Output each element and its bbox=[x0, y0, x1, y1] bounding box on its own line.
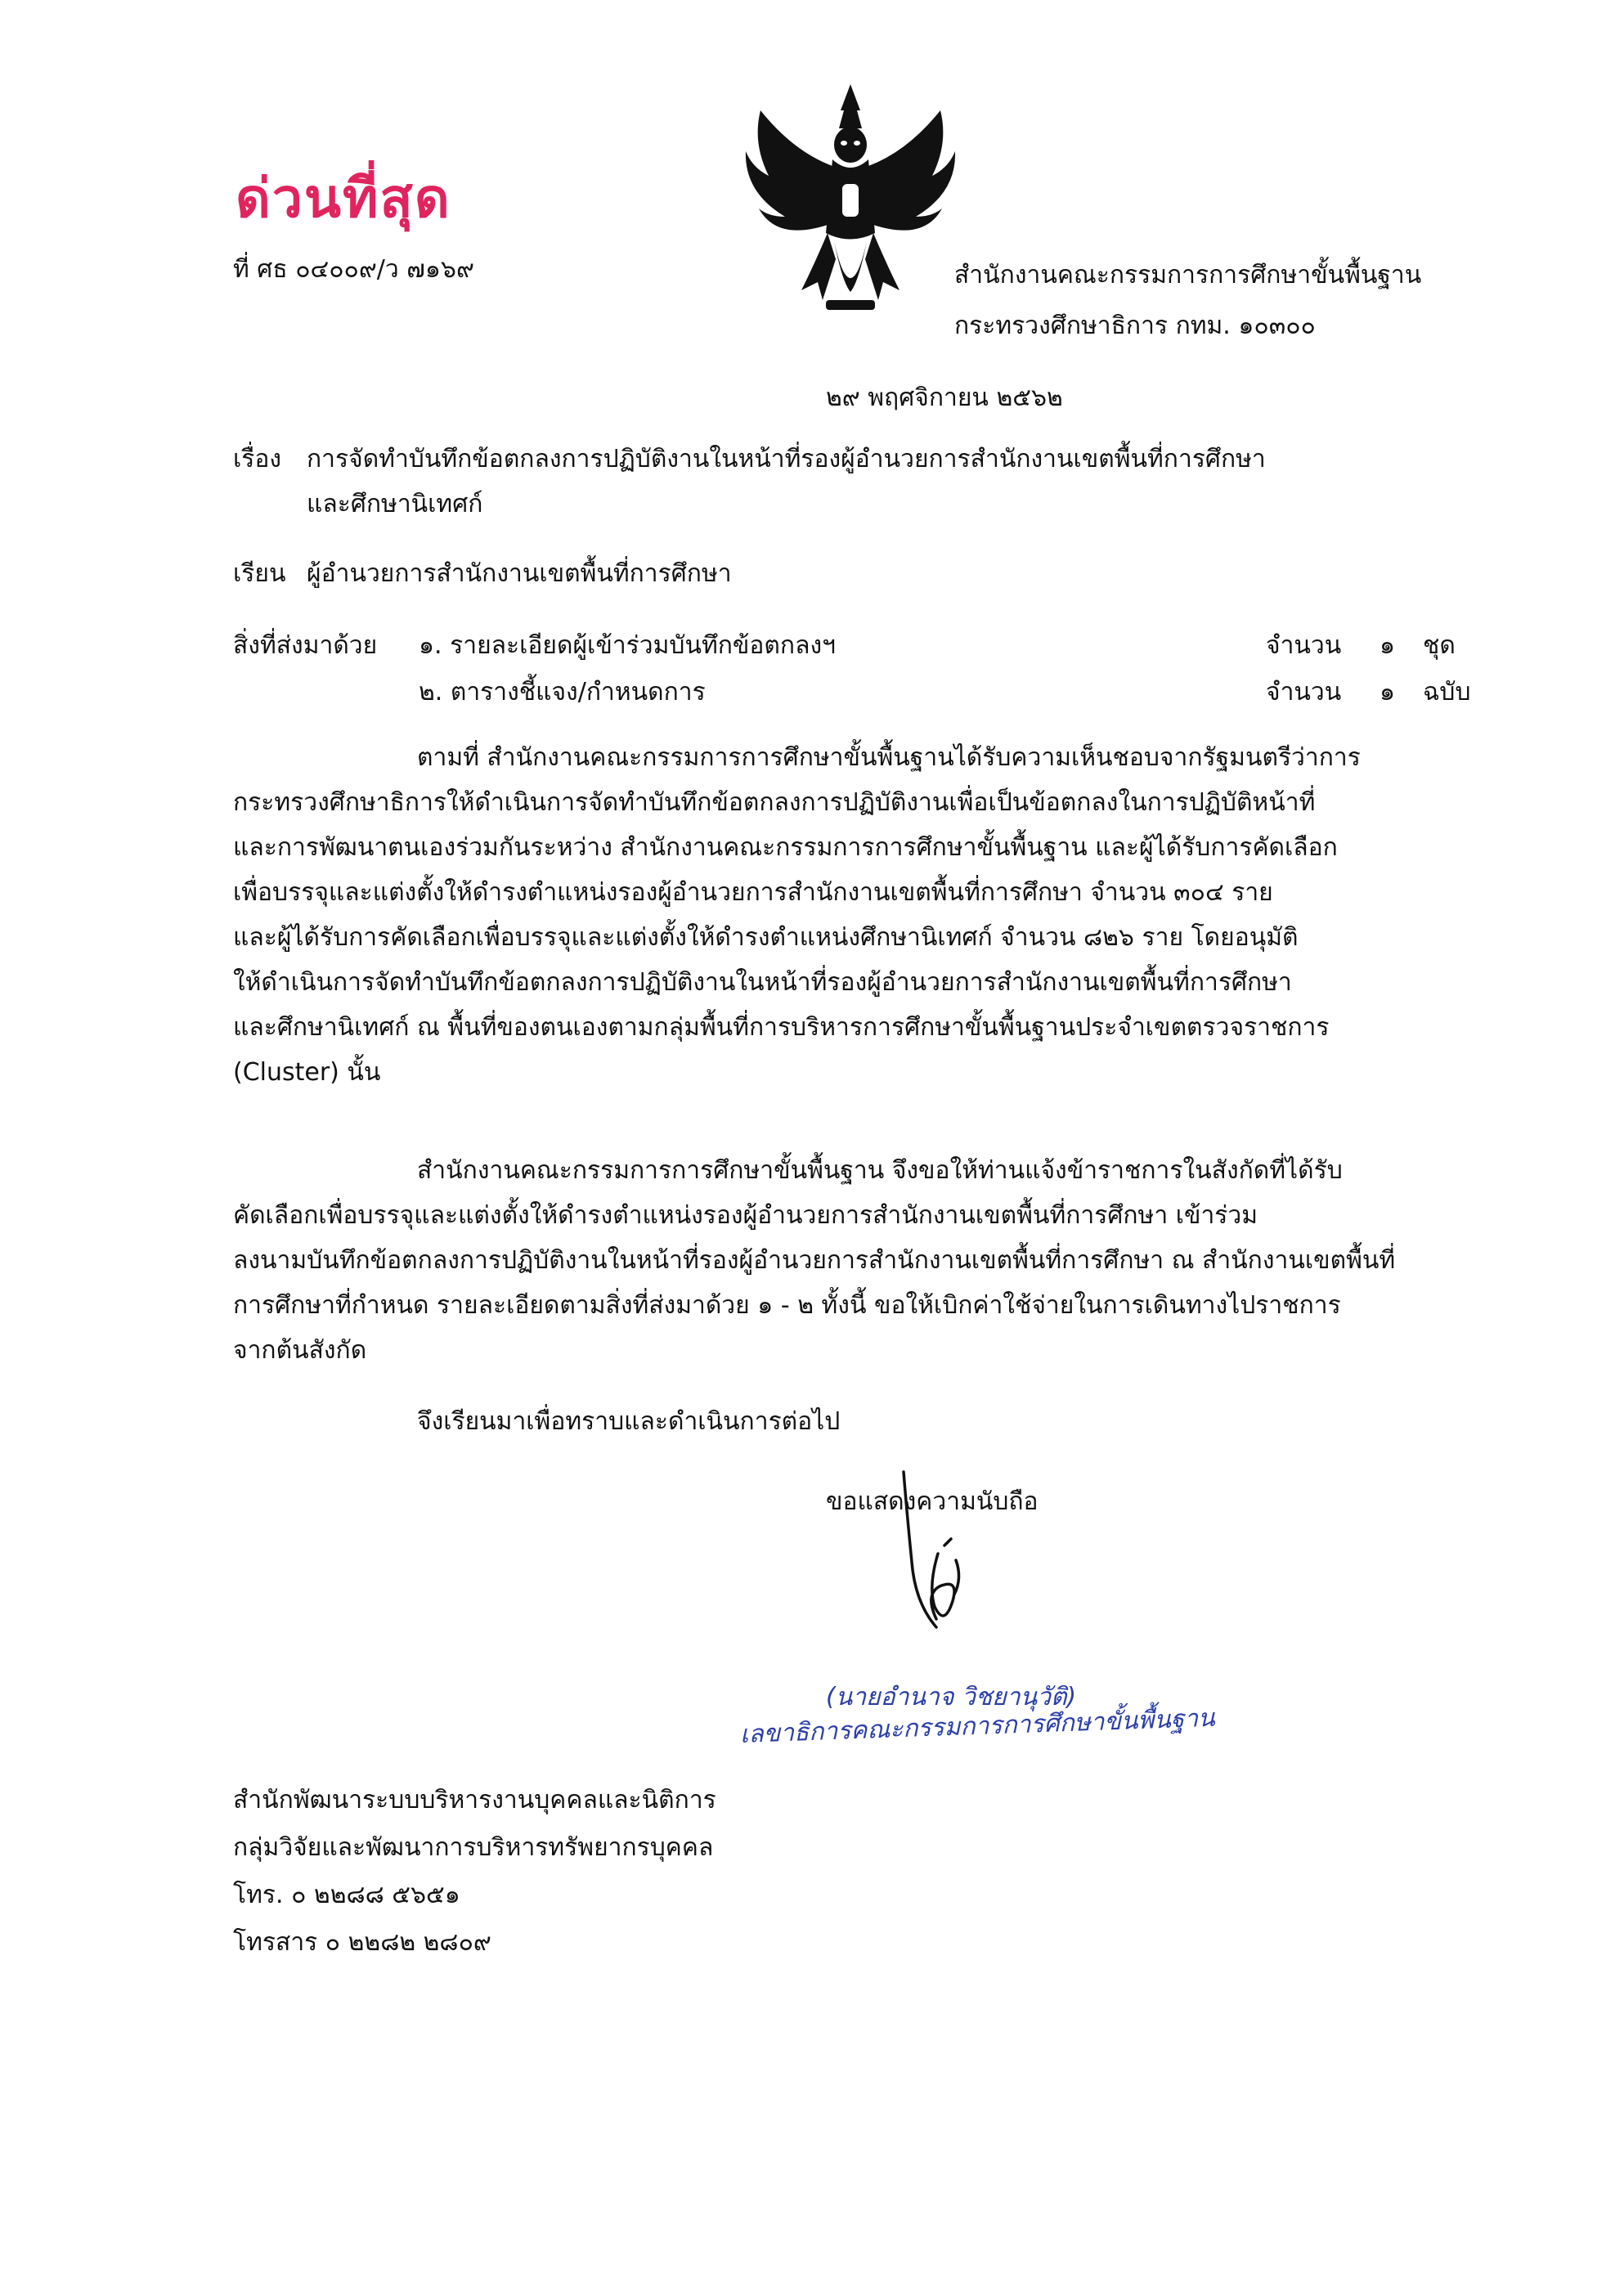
enclosure-item-qty: ๑ bbox=[1380, 678, 1396, 706]
body-paragraph-1-line: ให้ดำเนินการจัดทำบันทึกข้อตกลงการปฏิบัติงานในหน้าที่รองผู้อำนวยการสำนักงานเขตพื้นที่การศึกษา bbox=[233, 968, 1292, 997]
subject-line-1: การจัดทำบันทึกข้อตกลงการปฏิบัติงานในหน้าที่รองผู้อำนวยการสำนักงานเขตพื้นที่การศึกษา bbox=[307, 445, 1266, 473]
signature-salutation: ขอแสดงความนับถือ bbox=[826, 1487, 1039, 1516]
enclosure-item-qty-label: จำนวน bbox=[1266, 678, 1342, 706]
document-date: ๒๙ พฤศจิกายน ๒๕๖๒ bbox=[826, 383, 1063, 412]
enclosure-item-text: ๑. รายละเอียดผู้เข้าร่วมบันทึกข้อตกลงฯ bbox=[419, 631, 836, 660]
body-paragraph-1-line: และการพัฒนาตนเองร่วมกันระหว่าง สำนักงานคณะกรรมการการศึกษาขั้นพื้นฐาน และผู้ได้รับการคัดเลือก bbox=[233, 833, 1338, 862]
footer-phone: โทร. ๐ ๒๒๘๘ ๕๖๕๑ bbox=[233, 1881, 460, 1909]
body-paragraph-2-line: การศึกษาที่กำหนด รายละเอียดตามสิ่งที่ส่งมาด้วย ๑ - ๒ ทั้งนี้ ขอให้เบิกค่าใช้จ่ายในการเดินทางไปราชการ bbox=[233, 1291, 1341, 1320]
footer-group: กลุ่มวิจัยและพัฒนาการบริหารทรัพยากรบุคคล bbox=[233, 1833, 714, 1862]
enclosure-item-unit: ฉบับ bbox=[1423, 678, 1471, 706]
garuda-emblem-icon bbox=[736, 78, 965, 323]
urgency-stamp: ด่วนที่สุด bbox=[236, 167, 451, 230]
body-paragraph-1-line: และผู้ได้รับการคัดเลือกเพื่อบรรจุและแต่งตั้งให้ดำรงตำแหน่งศึกษานิเทศก์ จำนวน ๘๒๖ ราย โดยอนุมัติ bbox=[233, 923, 1299, 952]
body-paragraph-1-line: กระทรวงศึกษาธิการให้ดำเนินการจัดทำบันทึกข้อตกลงการปฏิบัติงานเพื่อเป็นข้อตกลงในการปฏิบัติหน้าที่ bbox=[233, 788, 1316, 817]
body-paragraph-1-line: (Cluster) นั้น bbox=[233, 1058, 381, 1087]
enclosure-item-qty: ๑ bbox=[1380, 631, 1396, 660]
closing-line: จึงเรียนมาเพื่อทราบและดำเนินการต่อไป bbox=[417, 1407, 841, 1436]
handwritten-signature-icon bbox=[887, 1464, 985, 1652]
body-paragraph-2-line: คัดเลือกเพื่อบรรจุและแต่งตั้งให้ดำรงตำแหน่งรองผู้อำนวยการสำนักงานเขตพื้นที่การศึกษา เข้าร่วม bbox=[233, 1201, 1258, 1230]
document-number: ที่ ศธ ๐๔๐๐๙/ว ๗๑๖๙ bbox=[233, 255, 474, 284]
recipient-text: ผู้อำนวยการสำนักงานเขตพื้นที่การศึกษา bbox=[307, 559, 732, 588]
recipient-label: เรียน bbox=[233, 559, 286, 588]
body-paragraph-1-line: และศึกษานิเทศก์ ณ พื้นที่ของตนเองตามกลุ่มพื้นที่การบริหารการศึกษาขั้นพื้นฐานประจำเขตตรวจราชการ bbox=[233, 1013, 1330, 1042]
signer-name: (นายอำนาจ วิชยานุวัติ) bbox=[826, 1683, 1077, 1711]
signer-position: เลขาธิการคณะกรรมการการศึกษาขั้นพื้นฐาน bbox=[739, 1703, 1216, 1749]
subject-line-2: และศึกษานิเทศก์ bbox=[307, 490, 483, 518]
body-paragraph-1-line: เพื่อบรรจุและแต่งตั้งให้ดำรงตำแหน่งรองผู้อำนวยการสำนักงานเขตพื้นที่การศึกษา จำนวน ๓๐๔ ราย bbox=[233, 878, 1273, 907]
body-paragraph-2-line: สำนักงานคณะกรรมการการศึกษาขั้นพื้นฐาน จึงขอให้ท่านแจ้งข้าราชการในสังกัดที่ได้รับ bbox=[417, 1156, 1343, 1185]
footer-fax: โทรสาร ๐ ๒๒๘๒ ๒๘๐๙ bbox=[233, 1928, 491, 1957]
enclosure-item-unit: ชุด bbox=[1423, 631, 1456, 660]
footer-office: สำนักพัฒนาระบบบริหารงานบุคคลและนิติการ bbox=[233, 1786, 716, 1814]
agency-address: กระทรวงศึกษาธิการ กทม. ๑๐๓๐๐ bbox=[954, 312, 1316, 340]
body-paragraph-1-line: ตามที่ สำนักงานคณะกรรมการการศึกษาขั้นพื้นฐานได้รับความเห็นชอบจากรัฐมนตรีว่าการ bbox=[417, 743, 1361, 772]
body-paragraph-2-line: จากต้นสังกัด bbox=[233, 1336, 367, 1365]
enclosure-item-qty-label: จำนวน bbox=[1266, 631, 1342, 660]
enclosures-label: สิ่งที่ส่งมาด้วย bbox=[233, 631, 378, 660]
enclosure-item-text: ๒. ตารางชี้แจง/กำหนดการ bbox=[419, 678, 706, 706]
body-paragraph-2-line: ลงนามบันทึกข้อตกลงการปฏิบัติงานในหน้าที่รองผู้อำนวยการสำนักงานเขตพื้นที่การศึกษา ณ สำนักงานเขตพื้นที่ bbox=[233, 1246, 1396, 1275]
subject-label: เรื่อง bbox=[233, 445, 282, 473]
agency-name: สำนักงานคณะกรรมการการศึกษาขั้นพื้นฐาน bbox=[954, 261, 1422, 289]
